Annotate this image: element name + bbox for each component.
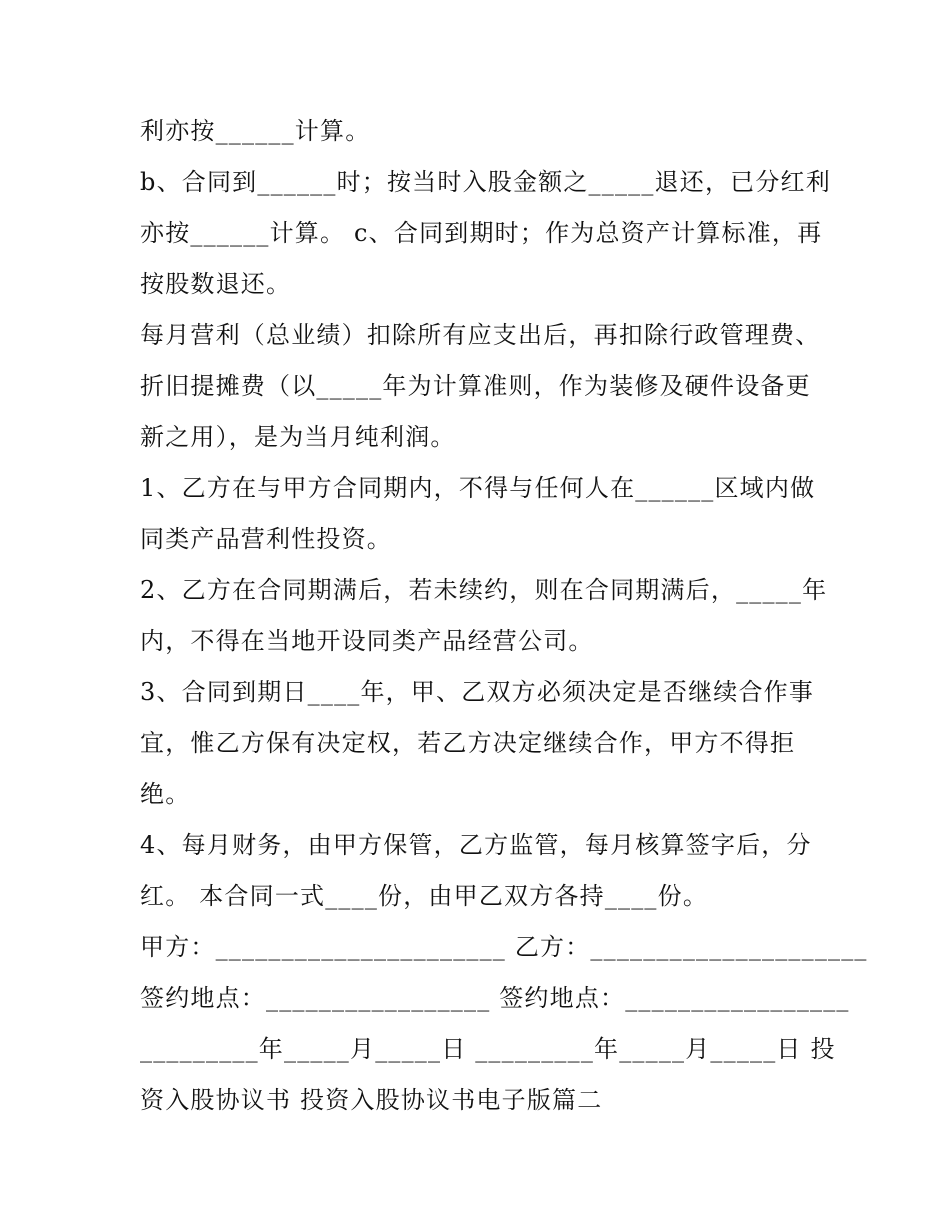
text-line: 新之用），是为当月纯利润。: [140, 423, 456, 451]
text-line: 折旧提摊费（以_____年为计算准则，作为装修及硬件设备更: [140, 372, 811, 400]
text-line: 红。 本合同一式____份，由甲乙双方各持____份。: [140, 882, 709, 910]
text-line: 3、合同到期日____年，甲、乙双方必须决定是否继续合作事: [140, 678, 815, 706]
text-line: 利亦按______计算。: [140, 117, 371, 145]
text-line: 内，不得在当地开设同类产品经营公司。: [140, 627, 594, 655]
signature-line-location: 签约地点：_________________ 签约地点：_________________: [140, 984, 850, 1012]
text-line: 4、每月财务，由甲方保管，乙方监管，每月核算签字后，分: [140, 831, 812, 859]
text-line: b、合同到______时；按当时入股金额之_____退还，已分红利: [140, 168, 831, 196]
text-line: 1、乙方在与甲方合同期内，不得与任何人在______区域内做: [140, 474, 816, 502]
signature-line-party: 甲方：______________________ 乙方：_____________________: [140, 933, 868, 961]
text-line: 绝。: [140, 780, 191, 808]
text-line: 资入股协议书 投资入股协议书电子版篇二: [140, 1086, 603, 1114]
text-line: 按股数退还。: [140, 270, 292, 298]
text-line: 宜，惟乙方保有决定权，若乙方决定继续合作，甲方不得拒: [140, 729, 796, 757]
text-line: 2、乙方在合同期满后，若未续约，则在合同期满后，_____年: [140, 576, 828, 604]
text-line: 同类产品营利性投资。: [140, 525, 392, 553]
text-line: 亦按______计算。 c、合同到期时；作为总资产计算标准，再: [140, 219, 823, 247]
text-line: 每月营利（总业绩）扣除所有应支出后，再扣除行政管理费、: [140, 321, 821, 349]
contract-text-body: [140, 106, 868, 1126]
signature-line-date: _________年_____月_____日 _________年_____月_____日 投: [140, 1035, 836, 1063]
